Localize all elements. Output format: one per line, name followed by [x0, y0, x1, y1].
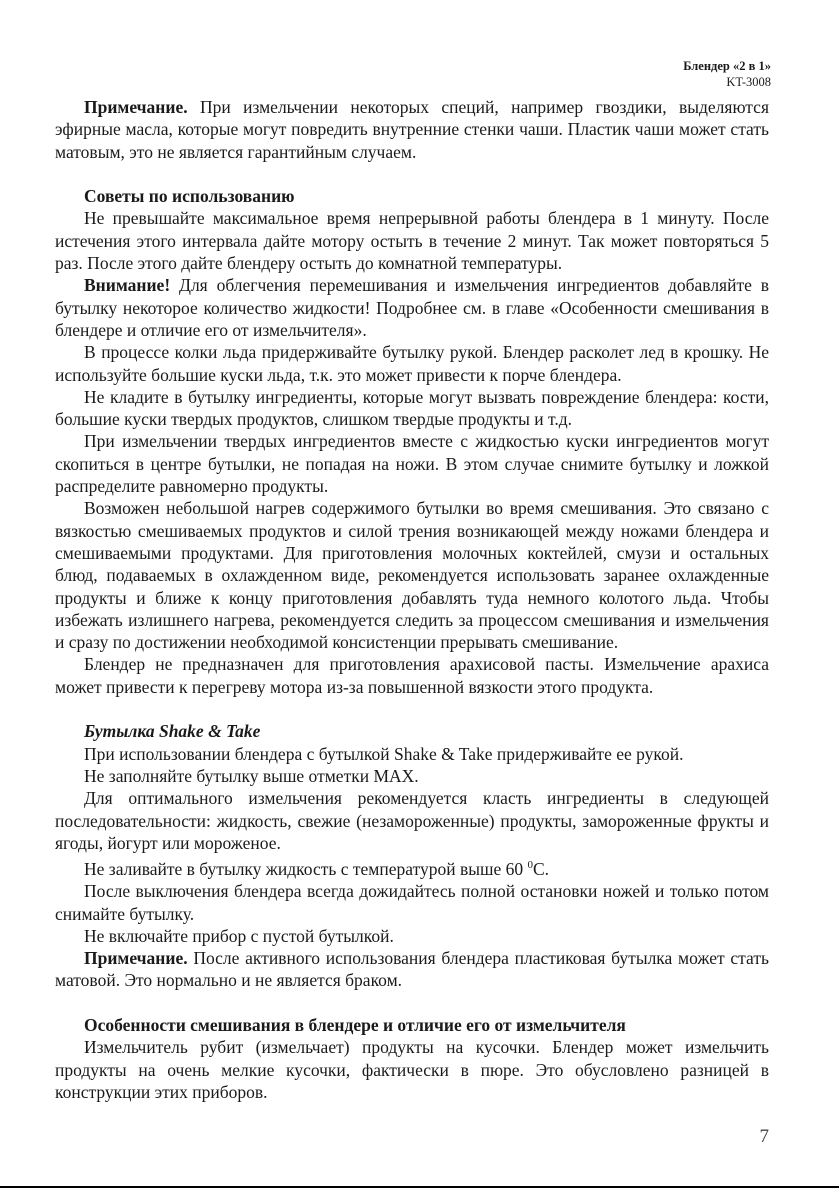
- temperature-text: Не заливайте в бутылку жидкость с температурой выше 60: [84, 858, 528, 879]
- section-heading-features: Особенности смешивания в блендере и отличие его от измельчителя: [84, 1015, 626, 1035]
- attention-text: Для облегчения перемешивания и измельчения ингредиентов добавляйте в бутылку некоторое количество жидкости! Подробнее см. в главе «Особенности смешивания в блендере и отличие его от измельчителя».: [55, 275, 769, 340]
- spacer: [55, 992, 769, 1014]
- paragraph: Не кладите в бутылку ингредиенты, которые могут вызвать повреждение блендера: кости, большие куски твердых продуктов, слишком твердые продукты и т.д.: [55, 386, 769, 430]
- paragraph: Не заполняйте бутылку выше отметки MAX.: [84, 765, 419, 786]
- paragraph: При измельчении твердых ингредиентов вместе с жидкостью куски ингредиентов могут скопиться в центре бутылки, не попадая на ножи. В этом случае снимите бутылку и ложкой распределите равномерно продукты.: [55, 431, 769, 497]
- page-number: 7: [759, 1126, 769, 1147]
- paragraph: В процессе колки льда придерживайте бутылку рукой. Блендер расколет лед в крошку. Не используйте большие куски льда, т.к. это может привести к порче блендера.: [55, 342, 769, 385]
- paragraph: Для оптимального измельчения рекомендуется класть ингредиенты в следующей последовательности: жидкость, свежие (незамороженные) продукты, замороженные фрукты и ягоды, йогурт или мороженое.: [55, 788, 769, 853]
- page-content: [55, 96, 769, 1103]
- paragraph: Блендер не предназначен для приготовления арахисовой пасты. Измельчение арахиса может привести к перегреву мотора из-за повышенной вязкости этого продукта.: [55, 654, 769, 697]
- section-heading-shake: Бутылка Shake & Take: [84, 721, 261, 742]
- page-header: [683, 58, 771, 90]
- spacer: [55, 163, 769, 185]
- paragraph: После выключения блендера всегда дожидайтесь полной остановки ножей и только потом снимайте бутылку.: [55, 881, 769, 924]
- header-model: KT-3008: [726, 75, 771, 89]
- paragraph: Возможен небольшой нагрев содержимого бутылки во время смешивания. Это связано с вязкостью смешиваемых продуктов и силой трения возникающей между ножами блендера и смешиваемыми продуктами. Для приготовления молочных коктейлей, смузи и остальных блюд, подаваемых в охлажденном виде, рекомендуется использовать заранее охлажденные продукты и ближе к концу приготовления добавлять туда немного колотого льда. Чтобы избежать излишнего нагрева, рекомендуется следить за процессом смешивания и измельчения и сразу по достижении необходимой консистенции прерывать смешивание.: [55, 498, 769, 653]
- paragraph: Не включайте прибор с пустой бутылкой.: [84, 925, 394, 946]
- paragraph: Измельчитель рубит (измельчает) продукты на кусочки. Блендер может измельчить продукты на очень мелкие кусочки, фактически в пюре. Это обусловлено разницей в конструкции этих приборов.: [55, 1037, 769, 1102]
- header-title: Блендер «2 в 1»: [683, 59, 771, 73]
- paragraph: Не превышайте максимальное время непрерывной работы блендера в 1 минуту. После истечения этого интервала дайте мотору остыть в течение 2 минут. Так может повторяться 5 раз. После этого дайте блендеру остыть до комнатной температуры.: [55, 208, 769, 274]
- temperature-paragraph: [55, 854, 769, 880]
- note-label: Примечание.: [84, 97, 188, 117]
- paragraph: При использовании блендера с бутылкой Shake & Take придерживайте ее рукой.: [84, 743, 684, 764]
- spacer: [55, 698, 769, 720]
- note-text: При измельчении некоторых специй, например гвоздики, выделяются эфирные масла, которые могут повредить внутренние стенки чаши. Пластик чаши может стать матовым, это не является гарантийным случаем.: [55, 97, 769, 162]
- note-paragraph: [55, 96, 769, 163]
- attention-label: Внимание!: [84, 275, 171, 296]
- degree-sup: 0: [527, 859, 533, 872]
- note-text: После активного использования блендера пластиковая бутылка может стать матовой. Это нормально и не является браком.: [55, 948, 769, 991]
- note-label: Примечание.: [84, 948, 188, 969]
- section-heading-tips: Советы по использованию: [84, 186, 295, 207]
- temperature-unit: С.: [533, 858, 550, 879]
- note-paragraph: [55, 947, 769, 992]
- attention-paragraph: [55, 274, 769, 341]
- bottom-rule: [0, 1186, 839, 1188]
